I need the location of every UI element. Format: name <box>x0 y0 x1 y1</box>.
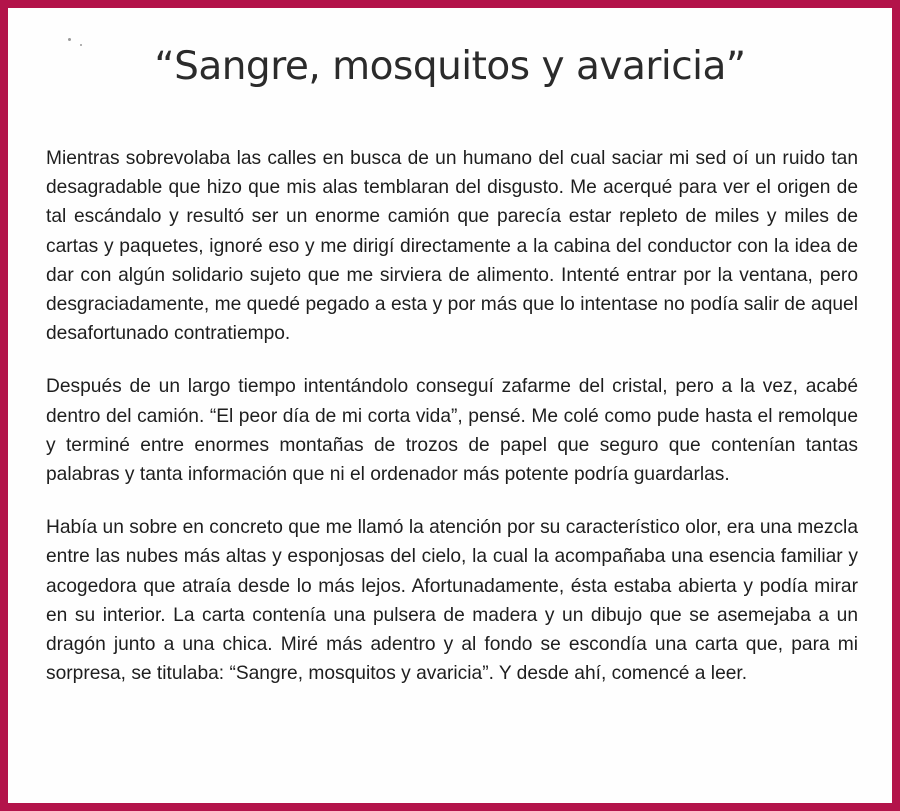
paragraph-1: Mientras sobrevolaba las calles en busca de un humano del cual saciar mi sed oí un ruido tan desagradable que hizo que mis alas temblaran del disgusto. Me acerqué para ver el origen de tal escándalo y resultó ser un enorme camión que parecía estar repleto de miles y miles de cartas y paquetes, ignoré eso y me dirigí directamente a la cabina del conductor con la idea de dar con algún solidario sujeto que me sirviera de alimento. Intenté entrar por la ventana, pero desgraciadamente, me quedé pegado a esta y por más que lo intentase no podía salir de aquel desafortunado contratiempo. <box>46 148 858 345</box>
document-title: “Sangre, mosquitos y avaricia” <box>154 44 746 89</box>
document-body <box>46 144 858 712</box>
scan-speck <box>68 38 71 41</box>
paragraph-2: Después de un largo tiempo intentándolo conseguí zafarme del cristal, pero a la vez, acabé dentro del camión. “El peor día de mi corta vida”, pensé. Me colé como pude hasta el remolque y terminé entre enormes montañas de trozos de papel que seguro que contenían tantas palabras y tanta información que ni el ordenador más potente podría guardarlas. <box>46 376 858 486</box>
paragraph-3: Había un sobre en concreto que me llamó la atención por su característico olor, era una mezcla entre las nubes más altas y esponjosas del cielo, la cual la acompañaba una esencia familiar y acogedora que atraía desde lo más lejos. Afortunadamente, ésta estaba abierta y podía mirar en su interior. La carta contenía una pulsera de madera y un dibujo que se asemejaba a un dragón junto a una chica. Miré más adentro y al fondo se escondía una carta que, para mi sorpresa, se titulaba: “Sangre, mosquitos y avaricia”. Y desde ahí, comencé a leer. <box>46 517 858 685</box>
